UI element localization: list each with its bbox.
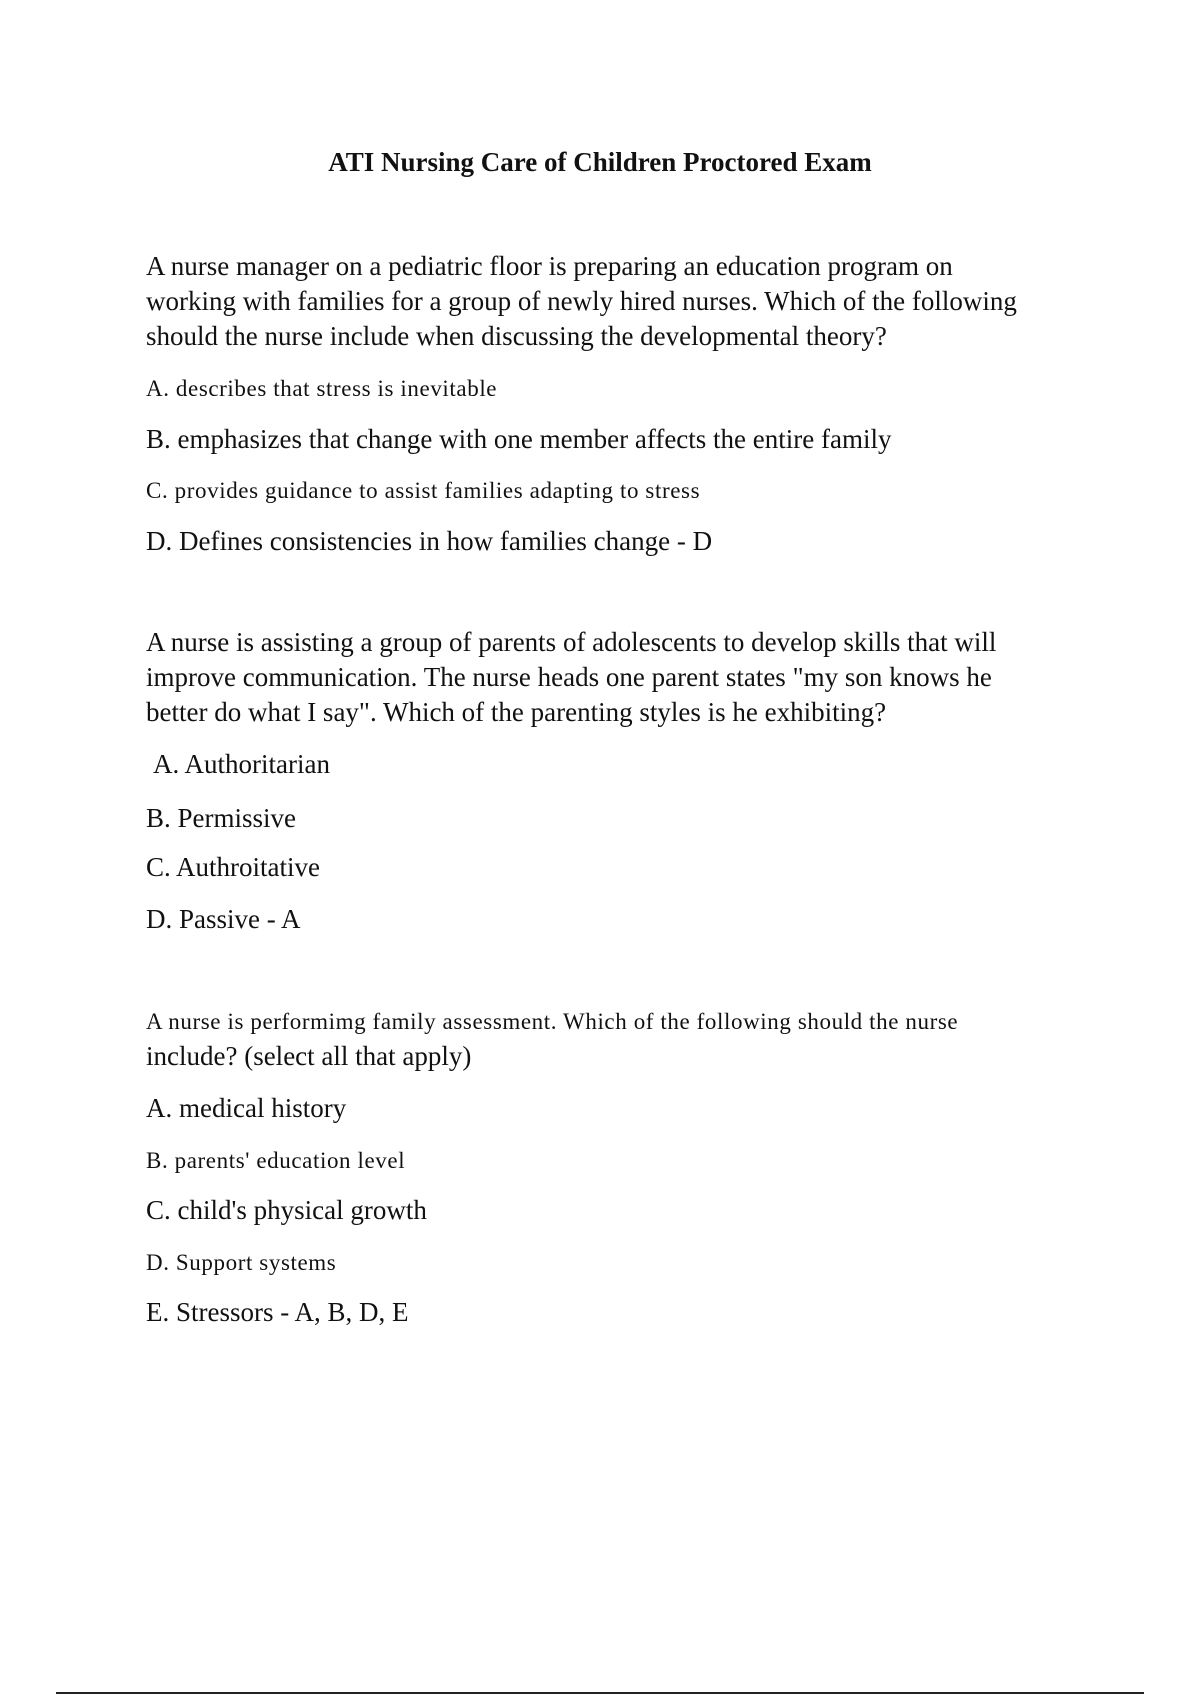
question-1-option-d: D. Defines consistencies in how families change - D — [146, 526, 713, 556]
question-1-stem — [146, 249, 1086, 354]
question-3-option-c: C. child's physical growth — [146, 1195, 427, 1225]
question-3-option-a: A. medical history — [146, 1093, 347, 1123]
question-2-option-c: C. Authroitative — [146, 852, 320, 882]
question-3-option-d: D. Support systems — [146, 1250, 337, 1275]
question-3-stem-line-1: A nurse is performimg family assessment. Which of the following should the nurse — [146, 1009, 959, 1034]
question-1-option-b: B. emphasizes that change with one member affects the entire family — [146, 424, 892, 454]
page-title: ATI Nursing Care of Children Proctored Exam — [328, 147, 872, 177]
question-2-stem-line-1: A nurse is assisting a group of parents of adolescents to develop skills that will — [146, 627, 997, 657]
question-2-option-d: D. Passive - A — [146, 904, 301, 934]
question-1-option-a: A. describes that stress is inevitable — [146, 376, 498, 401]
question-3-option-e: E. Stressors - A, B, D, E — [146, 1297, 409, 1327]
question-2-option-a: A. Authoritarian — [153, 749, 330, 779]
question-1-stem-line-1: A nurse manager on a pediatric floor is preparing an education program on — [146, 251, 953, 281]
question-2-stem-line-2: improve communication. The nurse heads one parent states "my son knows he — [146, 662, 992, 692]
footer-rule — [56, 1692, 1144, 1694]
question-3-option-b: B. parents' education level — [146, 1148, 406, 1173]
question-3-stem — [146, 1004, 1086, 1074]
question-2-stem-line-3: better do what I say". Which of the parenting styles is he exhibiting? — [146, 697, 887, 727]
question-2-option-b: B. Permissive — [146, 803, 297, 833]
question-3-stem-line-2: include? (select all that apply) — [146, 1041, 472, 1071]
question-2-stem — [146, 625, 1086, 730]
question-1-stem-line-3: should the nurse include when discussing the developmental theory? — [146, 321, 887, 351]
question-1-stem-line-2: working with families for a group of newly hired nurses. Which of the following — [146, 286, 1017, 316]
question-1-option-c: C. provides guidance to assist families adapting to stress — [146, 478, 701, 503]
